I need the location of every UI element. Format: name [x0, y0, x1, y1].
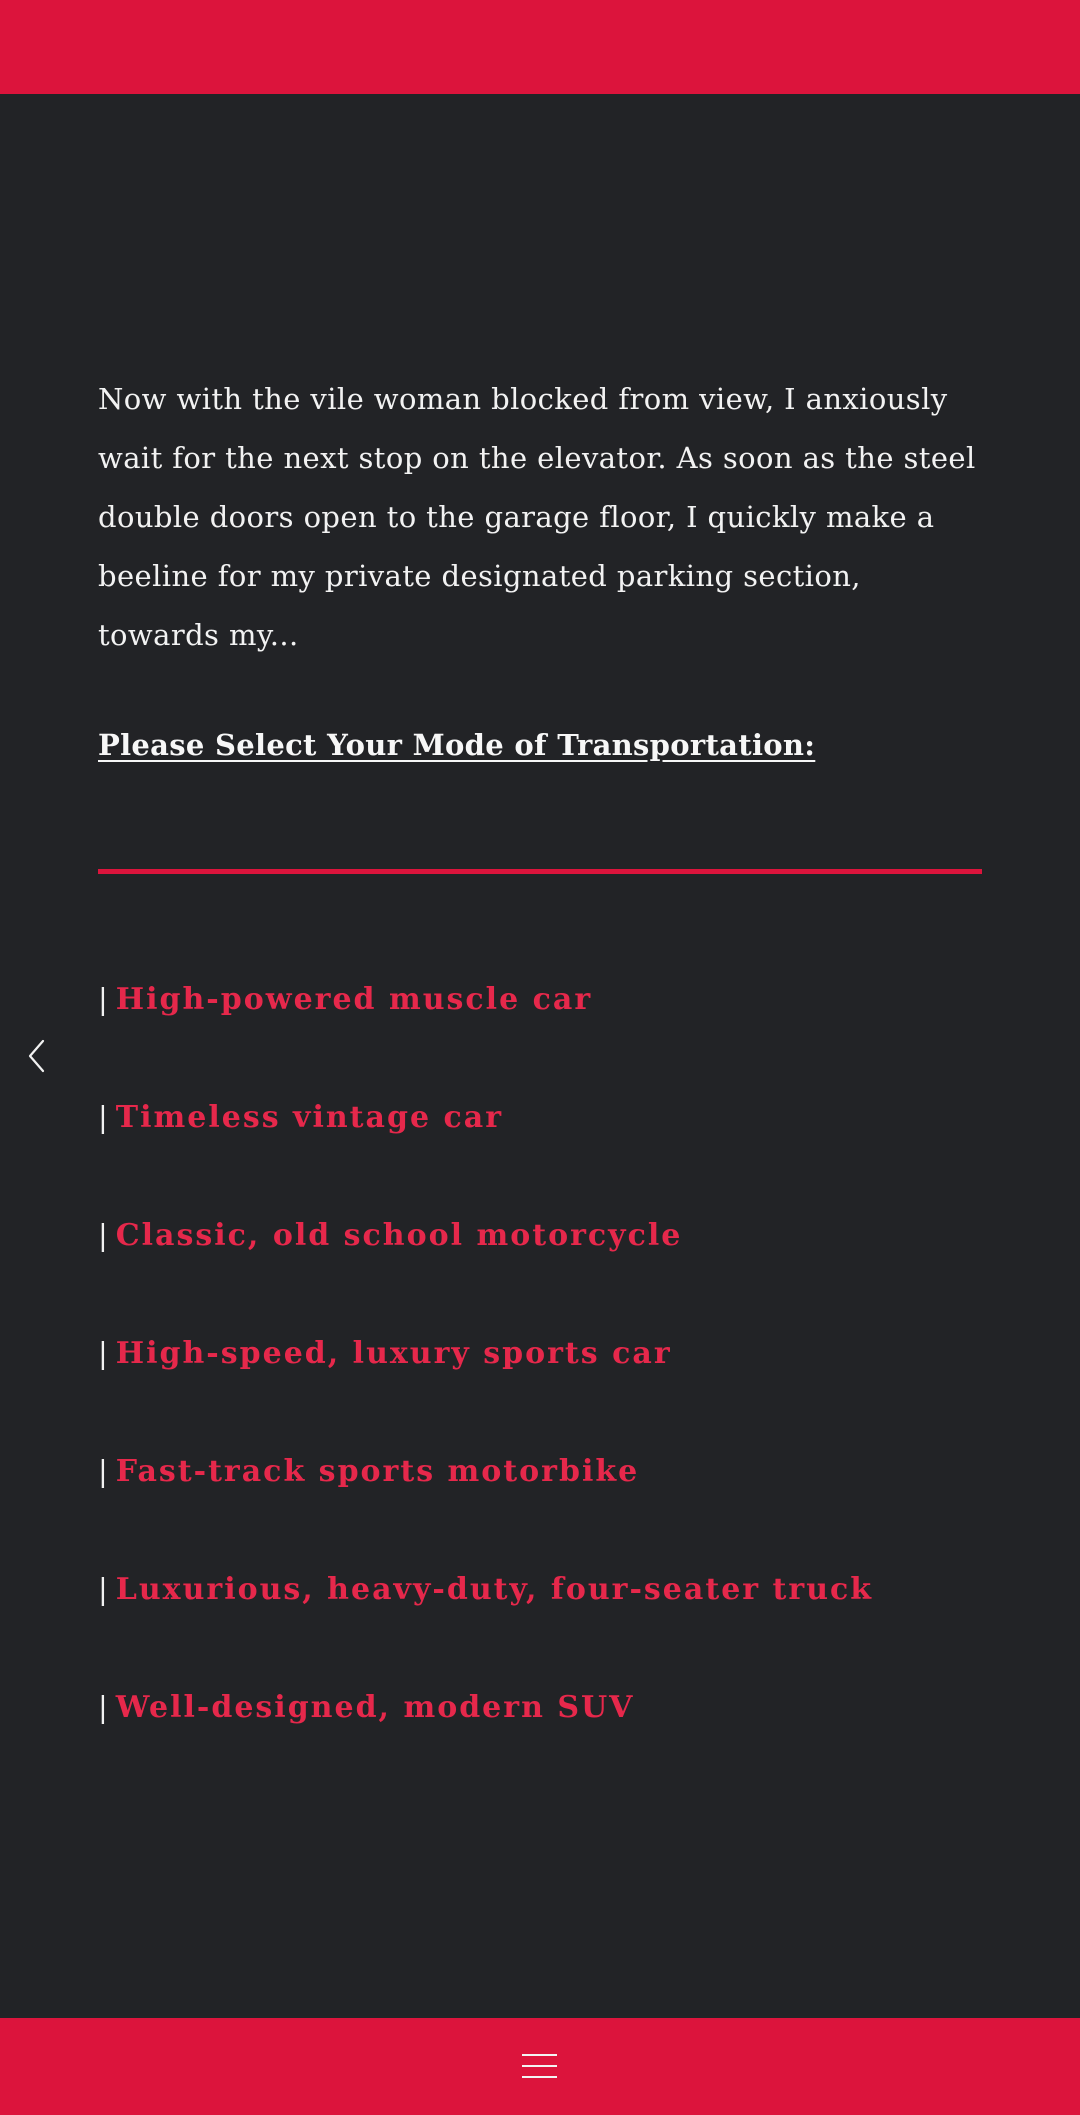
option-sports-car — [98, 1336, 873, 1454]
option-link-motorbike[interactable]: Fast-track sports motorbike — [115, 1454, 640, 1489]
option-link-suv[interactable]: Well-designed, modern SUV — [115, 1690, 635, 1725]
selection-prompt: Please Select Your Mode of Transportation: — [98, 728, 816, 762]
option-link-motorcycle[interactable]: Classic, old school motorcycle — [115, 1218, 683, 1253]
divider — [98, 869, 982, 874]
option-suv — [98, 1690, 873, 1808]
top-bar — [0, 0, 1080, 94]
option-separator: | — [98, 1690, 108, 1724]
option-link-sports-car[interactable]: High-speed, luxury sports car — [115, 1336, 672, 1371]
option-separator: | — [98, 982, 108, 1016]
story-paragraph: Now with the vile woman blocked from view, I anxiously wait for the next stop on the elevator. As soon as the steel double doors open to the garage floor, I quickly make a beeline for my private designated parking section, towards my... — [98, 382, 976, 652]
option-link-vintage-car[interactable]: Timeless vintage car — [115, 1100, 503, 1135]
option-motorcycle — [98, 1218, 873, 1336]
transport-options-list — [98, 982, 873, 1808]
option-separator: | — [98, 1218, 108, 1252]
option-link-muscle-car[interactable]: High-powered muscle car — [115, 982, 593, 1017]
option-vintage-car — [98, 1100, 873, 1218]
option-separator: | — [98, 1100, 108, 1134]
option-separator: | — [98, 1454, 108, 1488]
option-link-truck[interactable]: Luxurious, heavy-duty, four-seater truck — [115, 1572, 874, 1607]
story-section — [98, 370, 982, 665]
back-chevron-left-icon[interactable] — [24, 1036, 50, 1076]
option-motorbike — [98, 1454, 873, 1572]
hamburger-menu-icon[interactable] — [522, 2052, 557, 2080]
option-truck — [98, 1572, 873, 1690]
option-separator: | — [98, 1572, 108, 1606]
option-muscle-car — [98, 982, 873, 1100]
option-separator: | — [98, 1336, 108, 1370]
